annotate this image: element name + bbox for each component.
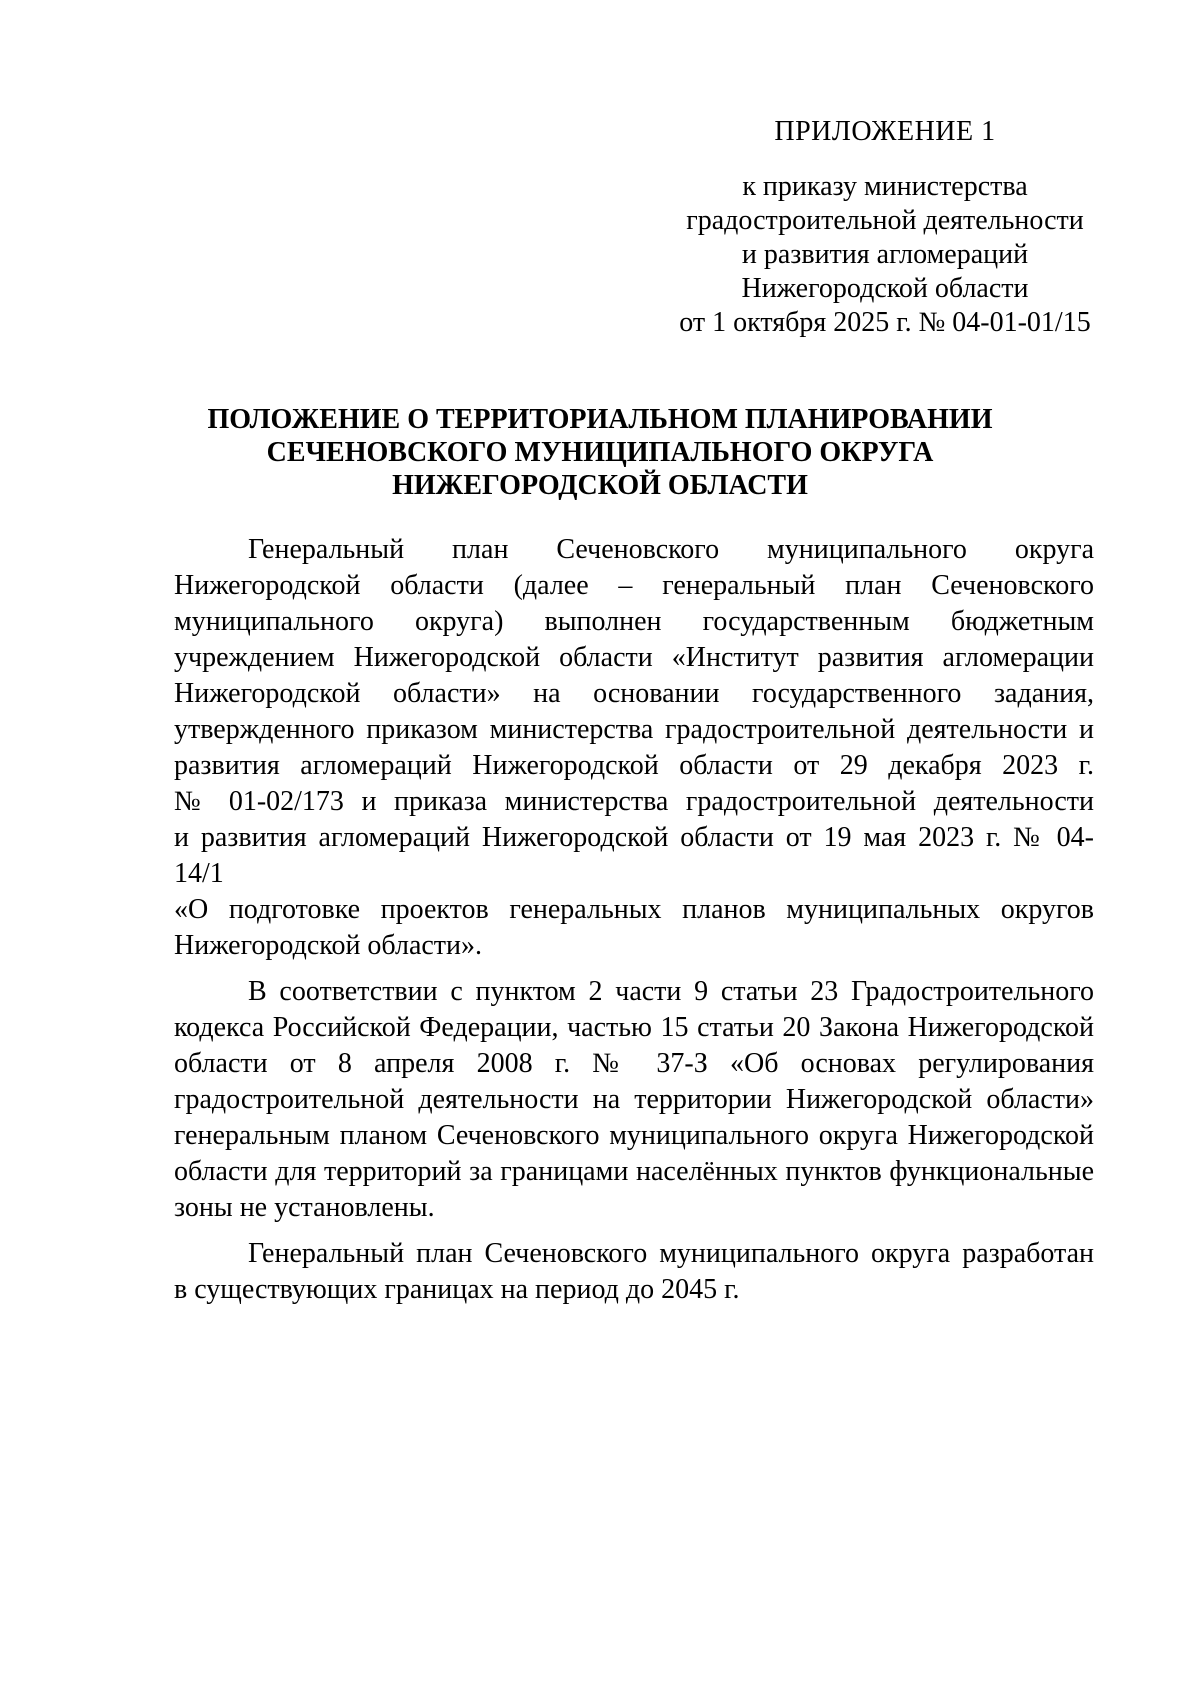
appendix-title: ПРИЛОЖЕНИЕ 1 [774,116,996,147]
paragraph-line: «О подготовке проектов генеральных планов муниципальных округов [174,894,1094,925]
paragraph-line: Нижегородской области». [174,930,483,961]
paragraph-line: Генеральный план Сеченовского муниципального округа [248,534,1094,565]
paragraph-line: учреждением Нижегородской области «Институт развития агломерации [174,642,1094,673]
paragraph-line: и развития агломераций Нижегородской области от 19 мая 2023 г. № 04- [174,822,1094,853]
paragraph-line: развития агломераций Нижегородской области от 29 декабря 2023 г. [174,750,1094,781]
paragraph-line: области от 8 апреля 2008 г. № 37-З «Об основах регулирования [174,1048,1094,1079]
paragraph-line: генеральным планом Сеченовского муниципального округа Нижегородской [174,1120,1094,1151]
paragraph-line: № 01-02/173 и приказа министерства градостроительной деятельности [174,786,1094,817]
paragraph-line: в существующих границах на период до 2045 г. [174,1274,740,1305]
document-title-line: ПОЛОЖЕНИЕ О ТЕРРИТОРИАЛЬНОМ ПЛАНИРОВАНИИ [207,404,993,435]
document-title-line: СЕЧЕНОВСКОГО МУНИЦИПАЛЬНОГО ОКРУГА [266,437,934,468]
appendix-ref-line: градостроительной деятельности [686,205,1084,236]
paragraph-line: 14/1 [174,858,224,889]
document-title [150,403,1050,502]
paragraph-line: Нижегородской области» на основании государственного задания, [174,678,1094,709]
paragraph-line: утвержденного приказом министерства градостроительной деятельности и [174,714,1094,745]
paragraph-line: Нижегородской области (далее – генеральный план Сеченовского [174,570,1094,601]
paragraph-line: муниципального округа) выполнен государственным бюджетным [174,606,1094,637]
appendix-reference [655,170,1115,340]
appendix-ref-line: и развития агломераций [741,239,1029,270]
paragraph-legal-basis [174,974,1094,1226]
paragraph-line: кодекса Российской Федерации, частью 15 статьи 20 Закона Нижегородской [174,1012,1094,1043]
appendix-ref-line: от 1 октября 2025 г. № 04-01-01/15 [679,307,1091,338]
document-title-line: НИЖЕГОРОДСКОЙ ОБЛАСТИ [392,470,808,501]
paragraph-line: В соответствии с пунктом 2 части 9 статьи 23 Градостроительного [248,976,1094,1007]
document-body [174,532,1094,1318]
appendix-ref-line: Нижегородской области [741,273,1029,304]
paragraph-line: Генеральный план Сеченовского муниципального округа разработан [248,1238,1094,1269]
paragraph-line: градостроительной деятельности на территории Нижегородской области» [174,1084,1094,1115]
paragraph-period [174,1236,1094,1308]
appendix-ref-line: к приказу министерства [742,171,1028,202]
paragraph-line: области для территорий за границами населённых пунктов функциональные [174,1156,1094,1187]
paragraph-general-plan [174,532,1094,964]
paragraph-line: зоны не установлены. [174,1192,435,1223]
